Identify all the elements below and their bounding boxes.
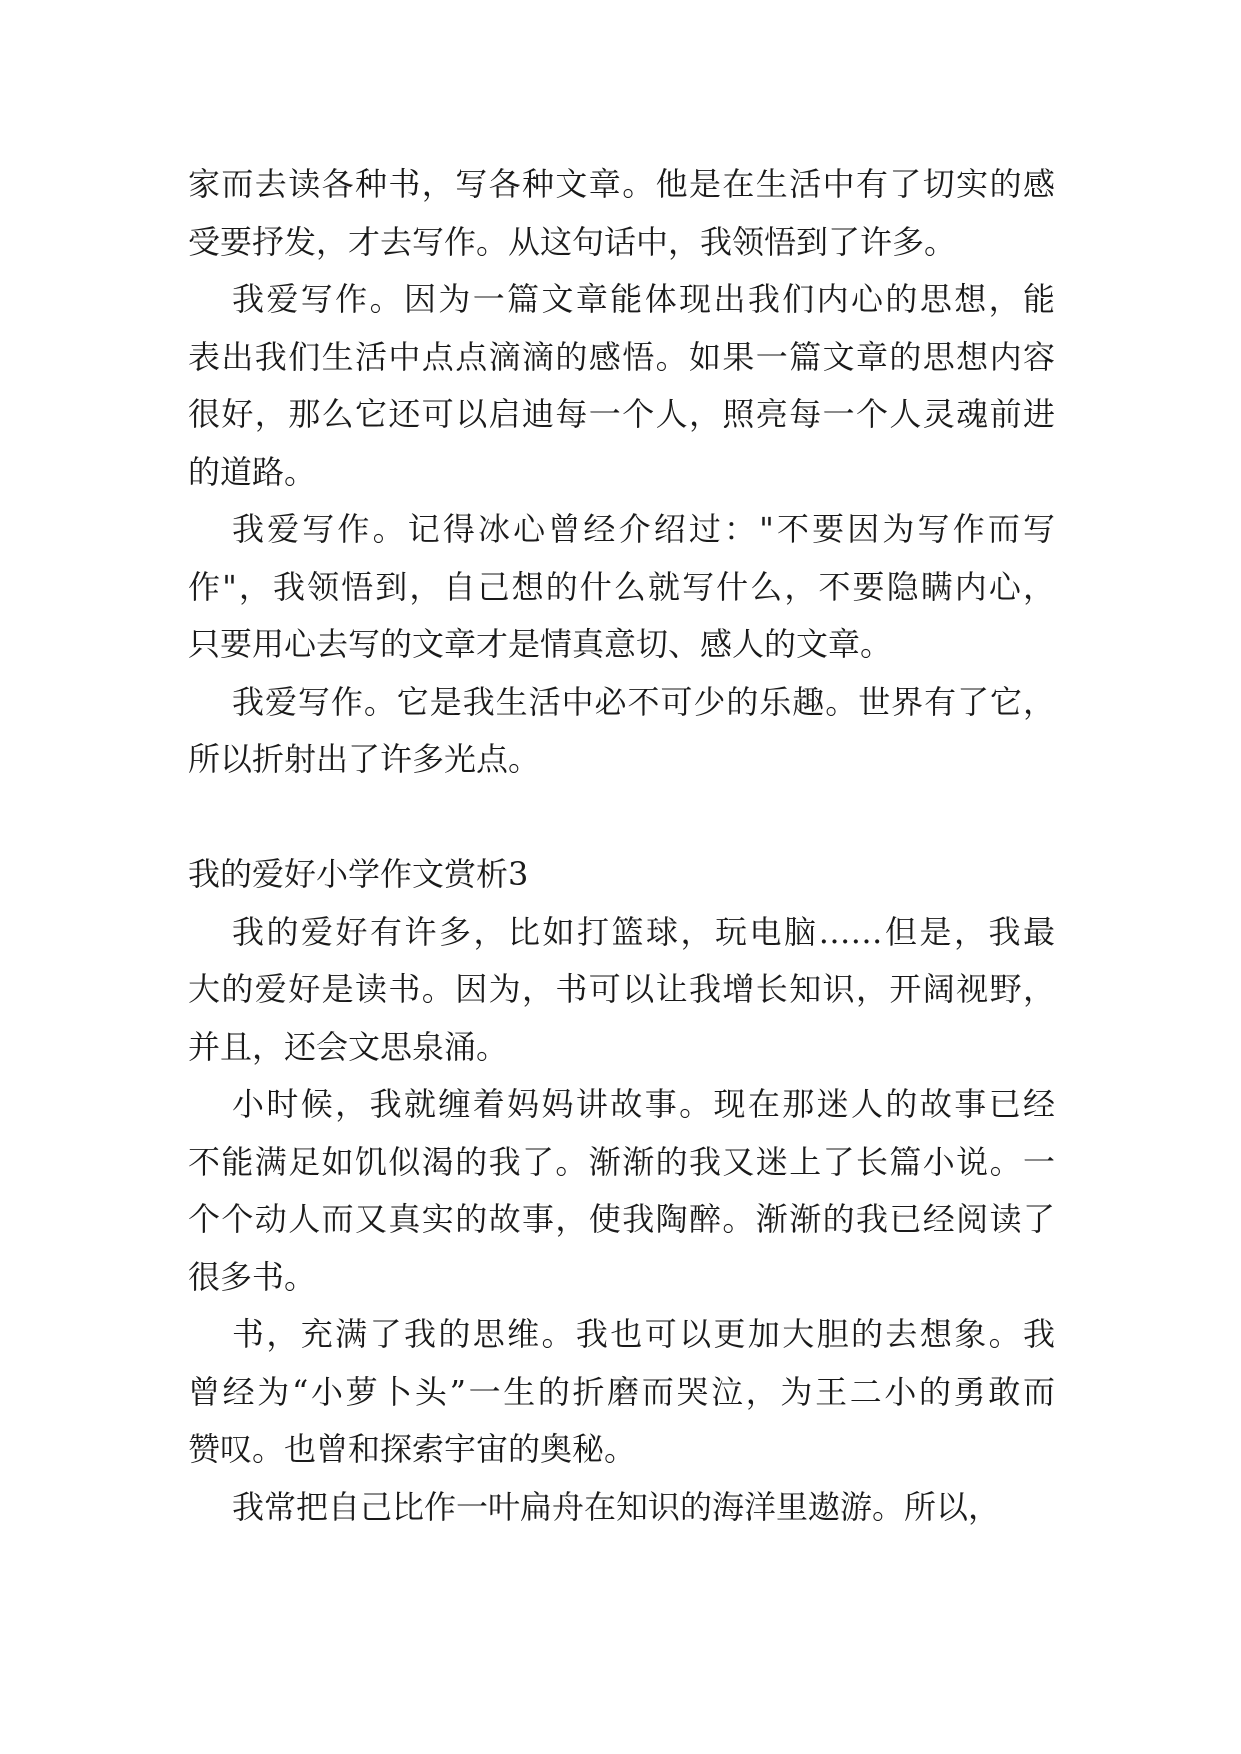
paragraph-line: 个个动人而又真实的故事，使我陶醉。渐渐的我已经阅读了 bbox=[188, 1200, 1055, 1238]
paragraph-line: 不能满足如饥似渴的我了。渐渐的我又迷上了长篇小说。一 bbox=[188, 1142, 1055, 1181]
paragraph bbox=[188, 674, 1055, 789]
paragraph-line: 我常把自己比作一叶扁舟在知识的海洋里遨游。所以， bbox=[232, 1487, 1001, 1526]
paragraph bbox=[188, 271, 1055, 501]
paragraph-line: 家而去读各种书，写各种文章。他是在生活中有了切实的感 bbox=[188, 165, 1055, 203]
paragraph bbox=[188, 904, 1055, 1077]
paragraph-line: 并且，还会文思泉涌。 bbox=[188, 1027, 509, 1066]
paragraph-line: 受要抒发，才去写作。从这句话中，我领悟到了许多。 bbox=[188, 222, 957, 261]
paragraph-line: 大的爱好是读书。因为，书可以让我增长知识，开阔视野， bbox=[188, 970, 1055, 1008]
paragraph bbox=[188, 1076, 1055, 1306]
section-title: 我的爱好小学作文赏析3 bbox=[188, 855, 529, 893]
essay-section bbox=[188, 846, 1055, 1536]
paragraph-line: 赞叹。也曾和探索宇宙的奥秘。 bbox=[188, 1430, 637, 1468]
paragraph-line: 的道路。 bbox=[188, 452, 317, 491]
paragraph bbox=[188, 156, 1055, 271]
paragraph-line: 我爱写作。记得冰心曾经介绍过："不要因为写作而写 bbox=[232, 510, 1055, 548]
paragraph bbox=[188, 1479, 1055, 1537]
paragraph-line: 我爱写作。它是我生活中必不可少的乐趣。世界有了它， bbox=[232, 682, 1055, 721]
paragraph-line: 表出我们生活中点点滴滴的感悟。如果一篇文章的思想内容 bbox=[188, 337, 1055, 376]
paragraph-line: 只要用心去写的文章才是情真意切、感人的文章。 bbox=[188, 625, 893, 663]
paragraph-line: 书，充满了我的思维。我也可以更加大胆的去想象。我 bbox=[232, 1315, 1055, 1353]
paragraph bbox=[188, 1306, 1055, 1479]
paragraph-line: 我爱写作。因为一篇文章能体现出我们内心的思想，能 bbox=[232, 280, 1055, 318]
paragraph-line: 曾经为“小萝卜头”一生的折磨而哭泣，为王二小的勇敢而 bbox=[188, 1372, 1055, 1411]
paragraph bbox=[188, 501, 1055, 674]
paragraph-line: 作"，我领悟到，自己想的什么就写什么，不要隐瞒内心， bbox=[188, 567, 1055, 606]
essay-section bbox=[188, 156, 1055, 789]
paragraph-line: 所以折射出了许多光点。 bbox=[188, 740, 541, 778]
paragraph-line: 很好，那么它还可以启迪每一个人，照亮每一个人灵魂前进 bbox=[188, 395, 1055, 433]
paragraph-line: 很多书。 bbox=[188, 1257, 317, 1296]
paragraph-line: 我的爱好有许多，比如打篮球，玩电脑……但是，我最 bbox=[232, 912, 1055, 951]
paragraph-line: 小时候，我就缠着妈妈讲故事。现在那迷人的故事已经 bbox=[232, 1085, 1055, 1123]
section-spacer bbox=[188, 789, 1055, 847]
